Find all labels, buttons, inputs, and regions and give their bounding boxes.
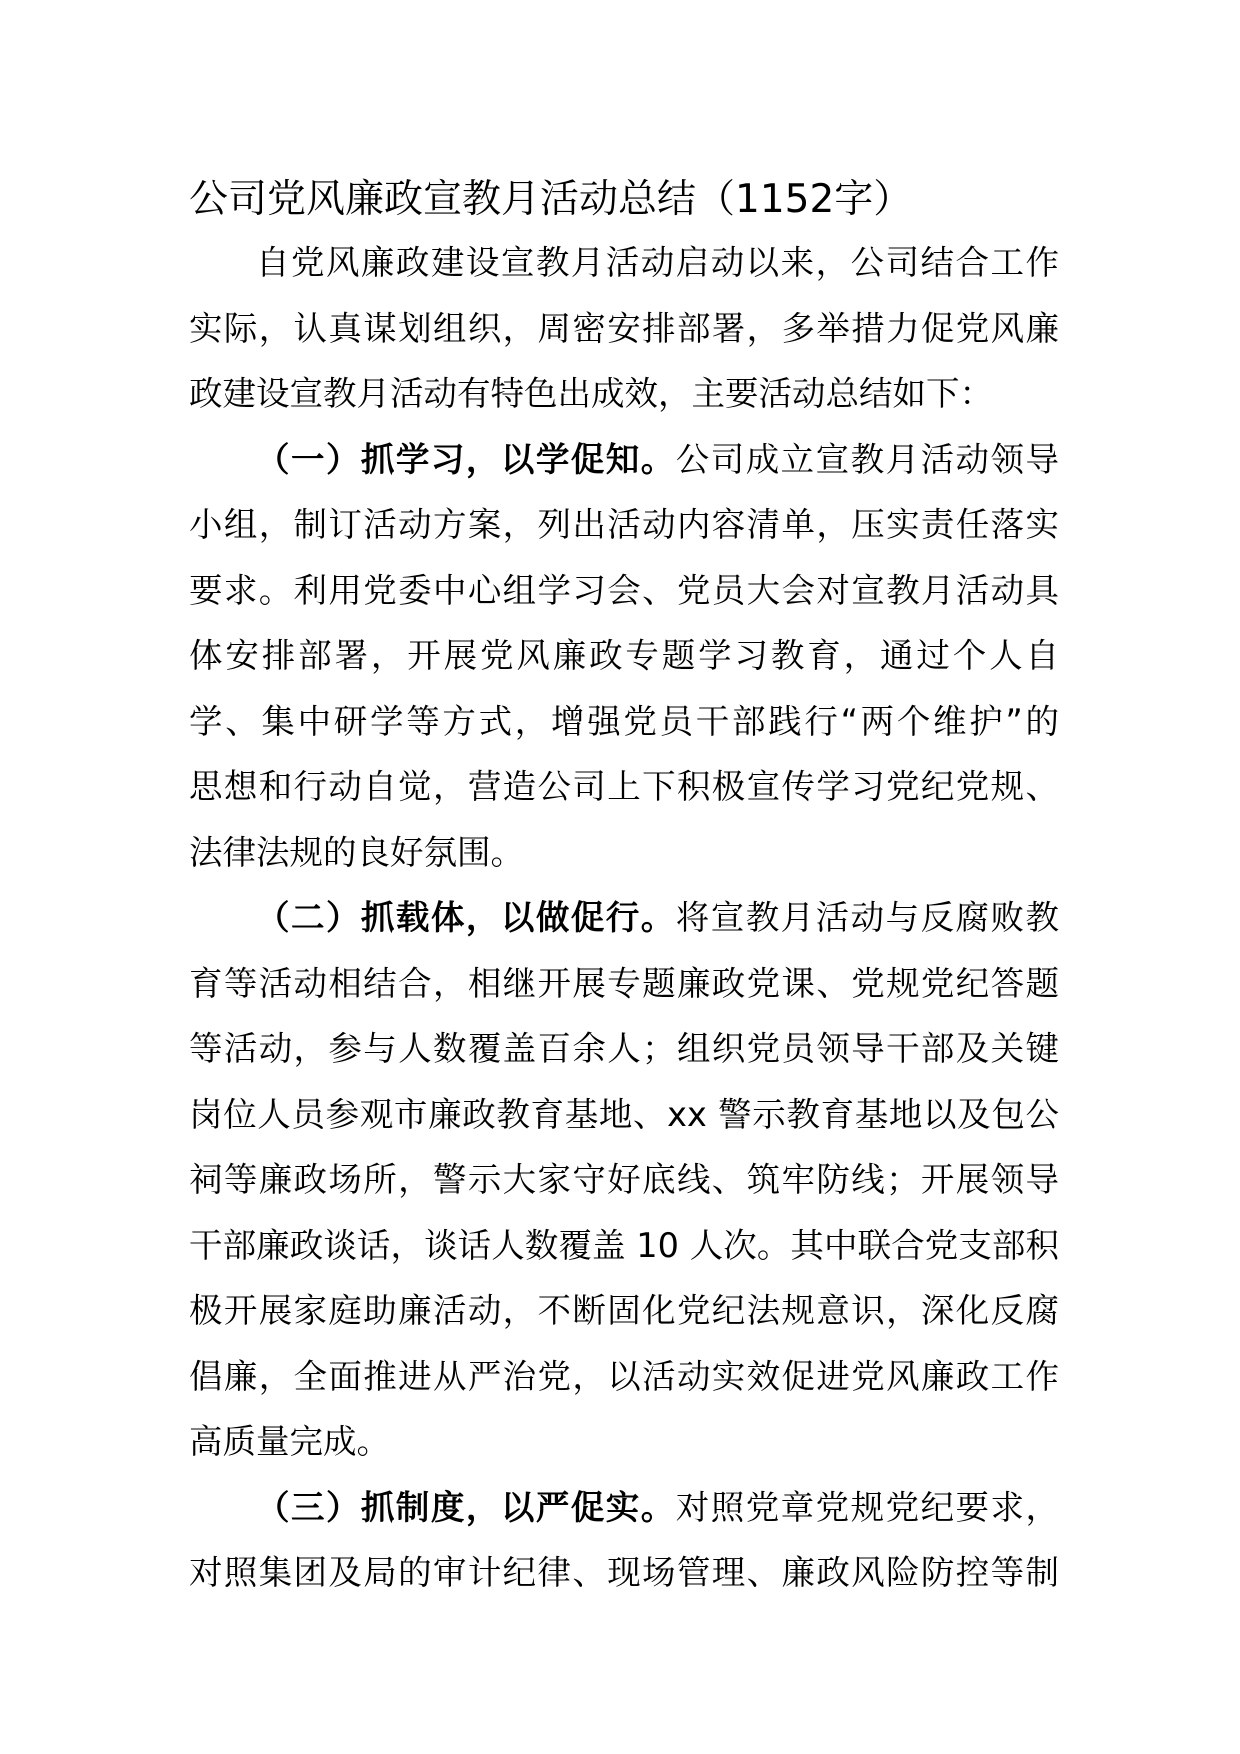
- text-line: [189, 558, 1059, 624]
- text-line: [189, 1409, 1059, 1475]
- line-text: 自党风廉政建设宣教月活动启动以来，公司结合工作: [256, 243, 1059, 282]
- line-text: 学、集中研学等方式，增强党员干部践行“两个维护”的: [189, 701, 1059, 741]
- text-line: [189, 689, 1059, 755]
- section-heading: （三）抓制度，以严促实。: [256, 1487, 676, 1527]
- section-heading: （二）抓载体，以做促行。: [256, 898, 676, 937]
- text-line: [189, 492, 1059, 558]
- text-line: [189, 1147, 1059, 1213]
- text-line: [189, 1475, 1059, 1541]
- line-text: 岗位人员参观市廉政教育基地、xx 警示教育基地以及包公: [189, 1094, 1059, 1134]
- paragraph: [189, 885, 1059, 1475]
- text-line: [189, 951, 1059, 1017]
- line-text: 对照党章党规党纪要求，: [675, 1487, 1060, 1527]
- line-text: 公司成立宣教月活动领导: [675, 439, 1060, 479]
- line-text: 要求。利用党委中心组学习会、党员大会对宣教月活动具: [189, 570, 1059, 610]
- paragraph: [189, 427, 1059, 886]
- line-text: 祠等廉政场所，警示大家守好底线、筑牢防线；开展领导: [189, 1160, 1059, 1199]
- text-line: [189, 361, 1059, 427]
- line-text: 高质量完成。: [189, 1422, 390, 1461]
- text-line: [189, 1016, 1059, 1082]
- line-text: 小组，制订活动方案，列出活动内容清单，压实责任落实: [189, 505, 1059, 544]
- line-text: 等活动，参与人数覆盖百余人；组织党员领导干部及关键: [189, 1029, 1059, 1068]
- text-line: [189, 1278, 1059, 1344]
- text-line: [189, 427, 1059, 493]
- line-text: 极开展家庭助廉活动，不断固化党纪法规意识，深化反腐: [189, 1291, 1059, 1330]
- text-line: [189, 820, 1059, 886]
- text-line: [189, 1540, 1059, 1606]
- text-line: [189, 230, 1059, 296]
- document-title: 公司党风廉政宣教月活动总结（1152字）: [189, 177, 913, 222]
- line-text: 对照集团及局的审计纪律、现场管理、廉政风险防控等制: [189, 1553, 1059, 1592]
- line-text: 倡廉，全面推进从严治党，以活动实效促进党风廉政工作: [189, 1356, 1059, 1396]
- line-text: 干部廉政谈话，谈话人数覆盖 10 人次。其中联合党支部积: [189, 1225, 1059, 1265]
- line-text: 将宣教月活动与反腐败教: [675, 898, 1060, 937]
- section-heading: （一）抓学习，以学促知。: [256, 439, 676, 479]
- line-text: 法律法规的良好氛围。: [189, 832, 524, 872]
- paragraph: [189, 1475, 1059, 1606]
- line-text: 育等活动相结合，相继开展专题廉政党课、党规党纪答题: [189, 963, 1059, 1003]
- text-line: [189, 885, 1059, 951]
- text-line: [189, 1082, 1059, 1148]
- document-body: [189, 230, 1059, 1606]
- line-text: 政建设宣教月活动有特色出成效，主要活动总结如下：: [189, 374, 993, 413]
- text-line: [189, 623, 1059, 689]
- line-text: 体安排部署，开展党风廉政专题学习教育，通过个人自: [189, 636, 1059, 675]
- line-text: 思想和行动自觉，营造公司上下积极宣传学习党纪党规、: [189, 767, 1059, 806]
- text-line: [189, 296, 1059, 362]
- line-text: 实际，认真谋划组织，周密安排部署，多举措力促党风廉: [189, 308, 1059, 348]
- text-line: [189, 754, 1059, 820]
- paragraph: [189, 230, 1059, 427]
- text-line: [189, 1344, 1059, 1410]
- text-line: [189, 1213, 1059, 1279]
